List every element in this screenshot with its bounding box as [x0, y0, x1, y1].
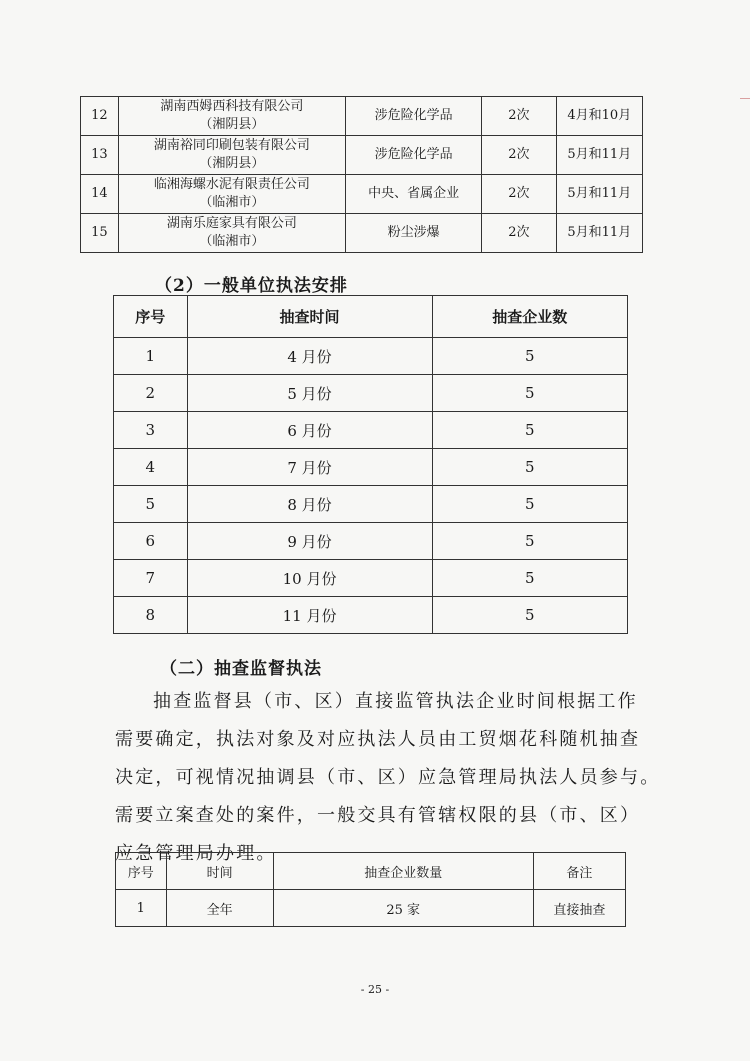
cell-company: [118, 175, 345, 214]
cell-months: 5月和11月: [556, 136, 642, 175]
table-row: [114, 560, 628, 597]
table-header-row: [116, 853, 626, 890]
cell-times: 2次: [482, 97, 556, 136]
table-row: [114, 523, 628, 560]
cell-count: 5: [432, 338, 627, 375]
cell-count: 5: [432, 449, 627, 486]
cell-seq: 1: [116, 890, 167, 927]
company-county: （湘阴县）: [199, 117, 265, 132]
cell-months: 4月和10月: [556, 97, 642, 136]
table-row: [114, 597, 628, 634]
header-seq: 序号: [116, 853, 167, 890]
cell-seq: 1: [114, 338, 188, 375]
cell-count: 5: [432, 523, 627, 560]
cell-seq: 14: [81, 175, 119, 214]
cell-seq: 6: [114, 523, 188, 560]
table-row: [81, 214, 643, 253]
cell-seq: 15: [81, 214, 119, 253]
table-row: [81, 136, 643, 175]
cell-count: 5: [432, 597, 627, 634]
cell-time: 7 月份: [187, 449, 432, 486]
cell-time: 5 月份: [187, 375, 432, 412]
company-county: （湘阴县）: [199, 156, 265, 171]
table-row: [114, 449, 628, 486]
cell-time: 10 月份: [187, 560, 432, 597]
cell-seq: 12: [81, 97, 119, 136]
cell-seq: 5: [114, 486, 188, 523]
table-row: [81, 175, 643, 214]
general-units-heading: （2）一般单位执法安排: [155, 276, 348, 296]
cell-note: 直接抽查: [533, 890, 625, 927]
table-row: [116, 890, 626, 927]
general-units-table: [113, 295, 628, 634]
cell-time: 11 月份: [187, 597, 432, 634]
table-row: [114, 486, 628, 523]
cell-time: 8 月份: [187, 486, 432, 523]
cell-seq: 2: [114, 375, 188, 412]
cell-company: [118, 97, 345, 136]
cell-count: 5: [432, 560, 627, 597]
paragraph-line: 应急管理局办理。: [115, 843, 277, 864]
table-row: [114, 375, 628, 412]
cell-seq: 7: [114, 560, 188, 597]
company-county: （临湘市）: [199, 234, 265, 249]
header-count: 抽查企业数: [432, 296, 627, 338]
table-row: [81, 97, 643, 136]
cell-seq: 13: [81, 136, 119, 175]
header-time: 抽查时间: [187, 296, 432, 338]
header-time: 时间: [166, 853, 273, 890]
company-name: 湖南乐庭家具有限公司: [166, 216, 297, 231]
table-header-row: [114, 296, 628, 338]
paragraph-line: 抽查监督县（市、区）直接监管执法企业时间根据工作: [153, 691, 638, 712]
header-note: 备注: [533, 853, 625, 890]
spot-check-table: [115, 852, 626, 927]
cell-company: [118, 136, 345, 175]
body-paragraph: [115, 683, 661, 873]
cell-times: 2次: [482, 175, 556, 214]
cell-category: 涉危险化学品: [346, 136, 482, 175]
paragraph-line: 需要立案查处的案件，一般交具有管辖权限的县（市、区）: [115, 805, 641, 826]
paragraph-line: 需要确定，执法对象及对应执法人员由工贸烟花科随机抽查: [115, 729, 641, 750]
header-count: 抽查企业数量: [273, 853, 533, 890]
cell-times: 2次: [482, 136, 556, 175]
cell-count: 5: [432, 412, 627, 449]
company-name: 湖南裕同印刷包装有限公司: [153, 138, 310, 153]
cell-time: 4 月份: [187, 338, 432, 375]
cell-company: [118, 214, 345, 253]
cell-category: 中央、省属企业: [346, 175, 482, 214]
table-row: [114, 338, 628, 375]
company-county: （临湘市）: [199, 195, 265, 210]
paragraph-line: 决定，可视情况抽调县（市、区）应急管理局执法人员参与。: [115, 767, 661, 788]
cell-category: 粉尘涉爆: [346, 214, 482, 253]
edge-mark: [740, 98, 750, 99]
page-number: - 25 -: [360, 983, 390, 996]
company-name: 临湘海螺水泥有限责任公司: [153, 177, 310, 192]
cell-months: 5月和11月: [556, 214, 642, 253]
cell-category: 涉危险化学品: [346, 97, 482, 136]
company-name: 湖南西姆西科技有限公司: [160, 99, 304, 114]
cell-times: 2次: [482, 214, 556, 253]
section-heading: （二）抽查监督执法: [160, 659, 322, 679]
cell-time: 9 月份: [187, 523, 432, 560]
cell-count: 25 家: [273, 890, 533, 927]
cell-time: 全年: [166, 890, 273, 927]
cell-time: 6 月份: [187, 412, 432, 449]
table-row: [114, 412, 628, 449]
cell-seq: 8: [114, 597, 188, 634]
cell-seq: 4: [114, 449, 188, 486]
cell-count: 5: [432, 486, 627, 523]
cell-seq: 3: [114, 412, 188, 449]
key-units-table: [80, 96, 643, 253]
header-seq: 序号: [114, 296, 188, 338]
cell-months: 5月和11月: [556, 175, 642, 214]
cell-count: 5: [432, 375, 627, 412]
